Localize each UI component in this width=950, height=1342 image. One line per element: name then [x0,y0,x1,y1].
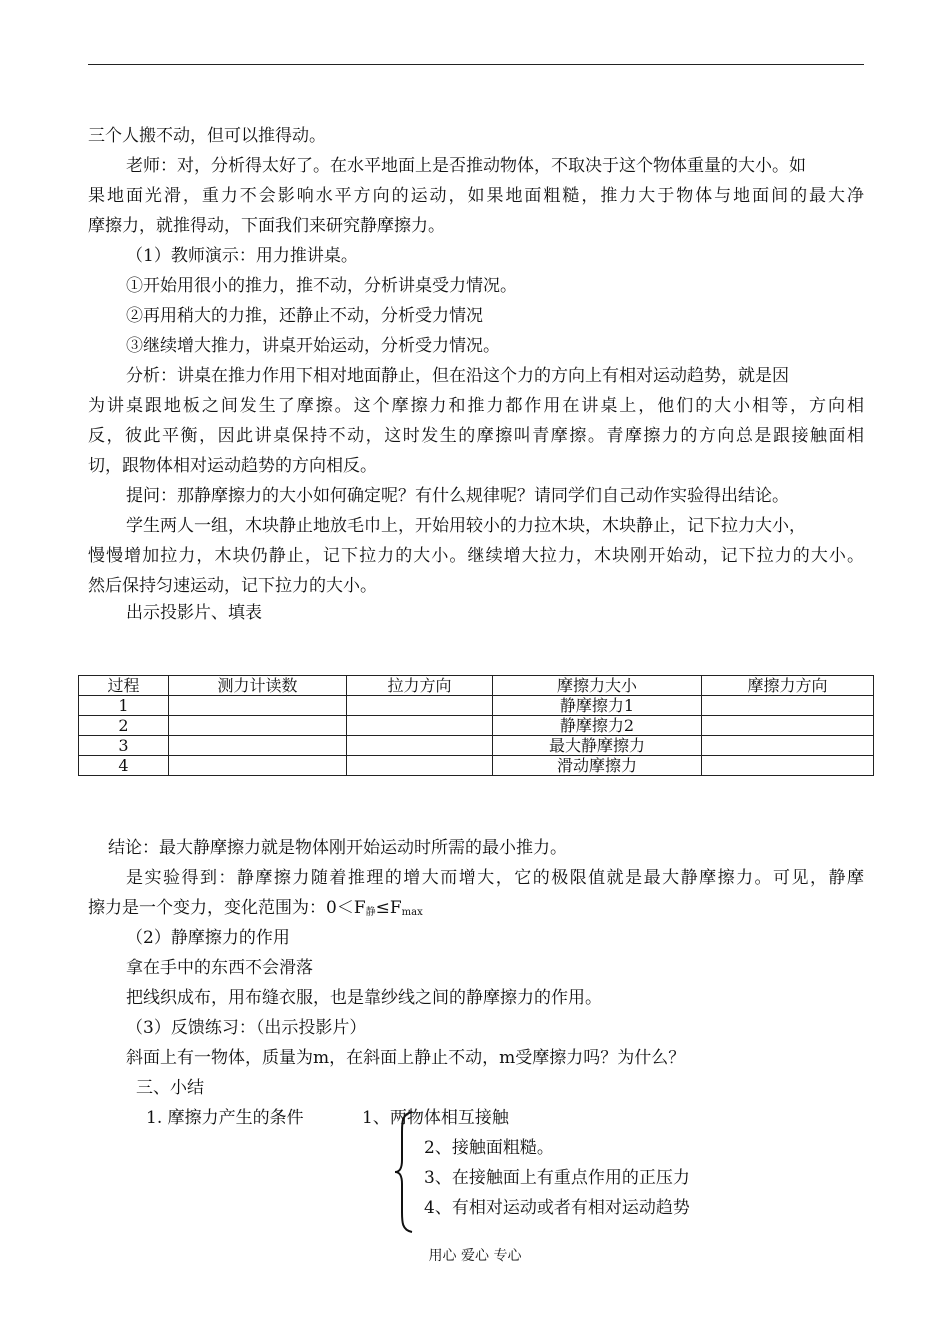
page-footer: 用心 爱心 专心 [428,1248,522,1264]
para-line: 拿在手中的东西不会滑落 [126,958,313,978]
para-line: 然后保持匀速运动，记下拉力的大小。 [88,576,377,596]
table-cell [347,696,493,716]
para-line: ③继续增大推力，讲桌开始运动，分析受力情况。 [126,336,500,356]
para-line: （1）教师演示：用力推讲桌。 [126,246,358,266]
table-header: 过程 [79,676,169,696]
range-mid: ≤F [375,898,402,918]
table-cell: 1 [79,696,169,716]
summary-title: 1. 摩擦力产生的条件 [146,1108,304,1128]
para-line: ②再用稍大的力推，还静止不动，分析受力情况 [126,306,483,326]
table-cell: 静摩擦力1 [493,696,702,716]
para-line: 提问：那静摩擦力的大小如何确定呢？有什么规律呢？请同学们自己动作实验得出结论。 [126,486,789,506]
table-cell [702,696,874,716]
table-cell: 最大静摩擦力 [493,736,702,756]
range-prefix: 擦力是一个变力，变化范围为：0＜F [88,898,366,918]
para-line: 分析：讲桌在推力作用下相对地面静止，但在沿这个力的方向上有相对运动趋势，就是因 [126,366,789,386]
table-cell [169,736,347,756]
table-cell: 4 [79,756,169,776]
table-cell [702,716,874,736]
para-line: 摩擦力，就推得动，下面我们来研究静摩擦力。 [88,216,445,236]
summary-heading: 三、小结 [136,1078,204,1098]
condition-item: 1、两物体相互接触 [362,1108,509,1128]
para-line: 是实验得到：静摩擦力随着推理的增大而增大，它的极限值就是最大静摩擦力。可见，静摩 [126,868,864,888]
para-line: 老师：对，分析得太好了。在水平地面上是否推动物体，不取决于这个物体重量的大小。如 [126,156,806,176]
para-line: 斜面上有一物体，质量为m，在斜面上静止不动，m受摩擦力吗？为什么？ [126,1048,686,1068]
table-cell: 静摩擦力2 [493,716,702,736]
curly-brace-icon [392,1110,416,1234]
para-line: 把线织成布，用布缝衣服，也是靠纱线之间的静摩擦力的作用。 [126,988,602,1008]
table-cell: 3 [79,736,169,756]
table-row [79,736,874,756]
condition-item: 3、在接触面上有重点作用的正压力 [424,1168,690,1188]
para-line: 为讲桌跟地板之间发生了摩擦。这个摩擦力和推力都作用在讲桌上，他们的大小相等，方向相 [88,396,864,416]
table-header: 摩擦力大小 [493,676,702,696]
table-cell: 滑动摩擦力 [493,756,702,776]
friction-table [78,675,874,776]
para-line: 切，跟物体相对运动趋势的方向相反。 [88,456,377,476]
table-row [79,756,874,776]
table-cell [702,756,874,776]
para-line: ①开始用很小的推力，推不动，分析讲桌受力情况。 [126,276,517,296]
table-cell [702,736,874,756]
section-heading: （3）反馈练习：（出示投影片） [126,1018,367,1038]
table-cell: 2 [79,716,169,736]
table-row [79,716,874,736]
table-cell [347,756,493,776]
subscript-static: 静 [365,907,376,918]
para-line: 果地面光滑，重力不会影响水平方向的运动，如果地面粗糙，推力大于物体与地面间的最大净 [88,186,864,206]
para-line: 出示投影片、填表 [126,603,262,623]
table-header-row [79,676,874,696]
table-cell [169,696,347,716]
table-cell [347,716,493,736]
table-row [79,696,874,716]
para-line: 反，彼此平衡，因此讲桌保持不动，这时发生的摩擦叫青摩擦。青摩擦力的方向总是跟接触面相 [88,426,864,446]
table-header: 摩擦力方向 [702,676,874,696]
para-line: 慢慢增加拉力，木块仍静止，记下拉力的大小。继续增大拉力，木块刚开始动，记下拉力的大小。 [88,546,864,566]
conclusion-line: 结论：最大静摩擦力就是物体刚开始运动时所需的最小推力。 [108,838,567,858]
subscript-max: max [401,907,423,918]
table-header: 拉力方向 [347,676,493,696]
section-heading: （2）静摩擦力的作用 [126,928,290,948]
para-line: 学生两人一组，木块静止地放毛巾上，开始用较小的力拉木块，木块静止，记下拉力大小， [126,516,806,536]
para-line: 三个人搬不动，但可以推得动。 [88,126,326,146]
table-cell [347,736,493,756]
header-rule [88,64,864,65]
table-cell [169,716,347,736]
condition-item: 2、接触面粗糙。 [424,1138,554,1158]
table-header: 测力计读数 [169,676,347,696]
table-cell [169,756,347,776]
condition-item: 4、有相对运动或者有相对运动趋势 [424,1198,690,1218]
